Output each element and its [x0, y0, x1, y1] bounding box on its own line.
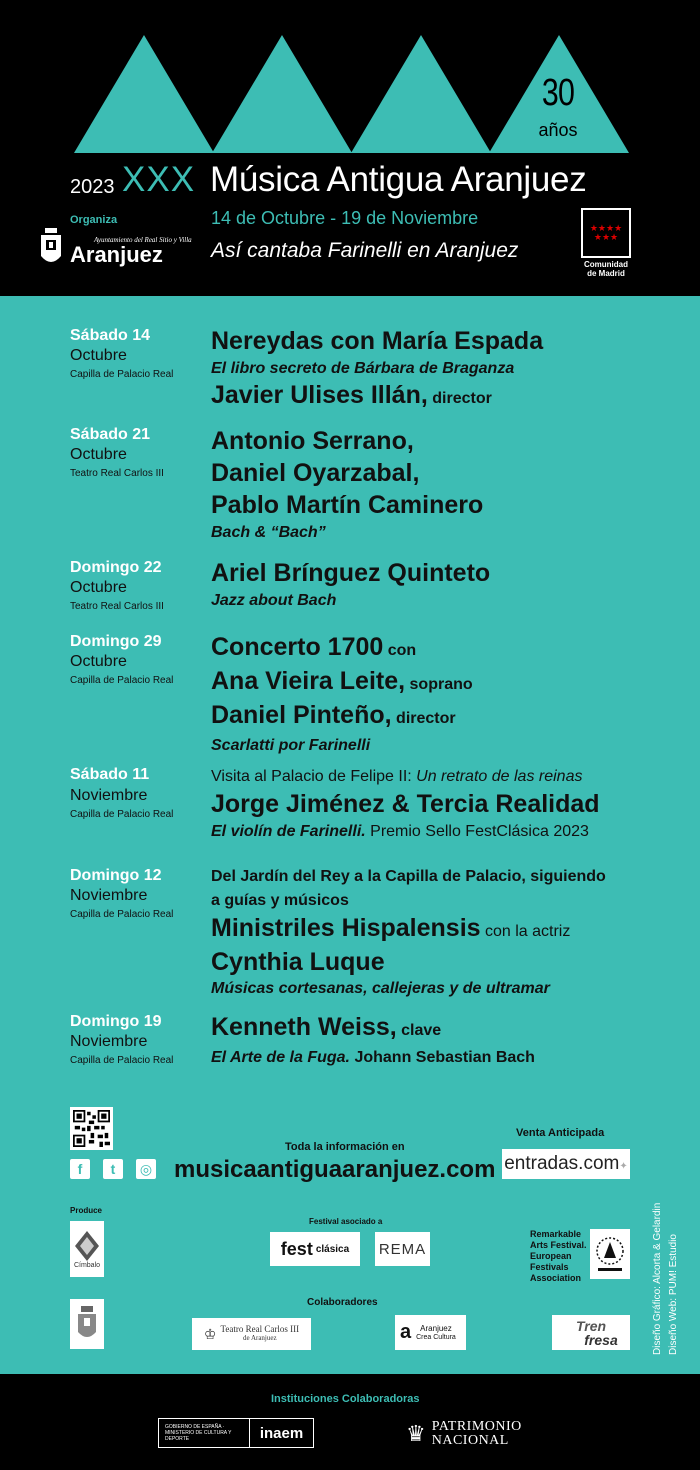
event-day: Domingo 12 [70, 867, 162, 884]
event-composer: Johann Sebastian Bach [350, 1049, 535, 1066]
organizer-emblem-logo [70, 1299, 104, 1349]
facebook-icon[interactable]: f [70, 1159, 90, 1179]
event-intro: a guías y músicos [211, 892, 349, 909]
festival-asociado-label: Festival asociado a [309, 1217, 383, 1226]
qr-code-icon [73, 1110, 110, 1147]
colaboradores-label: Colaboradores [307, 1297, 378, 1308]
patrimonio-nacional-logo [406, 1420, 522, 1448]
remarkable-line: Arts Festival. [530, 1240, 587, 1250]
event-performer: Daniel Oyarzabal, [211, 459, 420, 487]
teatro-sub-text: de Aranjuez [242, 1334, 277, 1342]
aranjuez-crea-sub: Crea Cultura [416, 1333, 456, 1341]
festival-dates: 14 de Octubre - 19 de Noviembre [211, 208, 479, 228]
remarkable-line: Remarkable [530, 1229, 582, 1239]
event-program: Jazz about Bach [211, 592, 337, 609]
ministerio-inaem-logo [158, 1418, 314, 1448]
event-month: Octubre [70, 347, 127, 364]
inaem-text: inaem [249, 1419, 313, 1447]
event-award: Premio Sello FestClásica 2023 [365, 823, 589, 840]
event-performer: Ariel Brínguez Quinteto [211, 559, 491, 587]
aranjuez-logo [38, 228, 192, 270]
event-month: Noviembre [70, 1033, 148, 1050]
event-program: El libro secreto de Bárbara de Braganza [211, 360, 515, 377]
aranjuez-crea-logo [395, 1315, 466, 1350]
triangle-decoration [351, 35, 491, 153]
event-program: Bach & “Bach” [211, 524, 326, 541]
event-day: Domingo 29 [70, 633, 162, 650]
event-performer: Concerto 1700 [211, 633, 384, 661]
event-month: Noviembre [70, 787, 148, 804]
event-performer: Cynthia Luque [211, 948, 385, 976]
madrid-logo-line1: Comunidad [584, 260, 628, 269]
festival-title: Música Antigua Aranjuez [210, 160, 587, 199]
event-performer: Kenneth Weiss, [211, 1013, 397, 1041]
comunidad-madrid-logo [581, 208, 631, 276]
event-day: Sábado 14 [70, 327, 151, 344]
event-venue: Capilla de Palacio Real [70, 675, 174, 686]
design-credit: Diseño Gráfico: Alcorta & Gelardin [652, 1202, 663, 1355]
event-venue: Teatro Real Carlos III [70, 601, 164, 612]
clasica-text: clásica [315, 1243, 350, 1255]
event-program: El violín de Farinelli. [211, 823, 366, 840]
remarkable-line: Association [530, 1273, 582, 1283]
crown-icon: ♔ [203, 1325, 217, 1342]
ministerio-text: GOBIERNO DE ESPAÑA · MINISTERIO DE CULTURA Y DEPORTE [165, 1424, 232, 1442]
event-performer: Pablo Martín Caminero [211, 491, 484, 519]
efa-emblem-icon [594, 1234, 626, 1274]
festival-edition: XXX [122, 160, 196, 199]
emblem-icon [75, 1304, 99, 1344]
teatro-text: Teatro Real Carlos III [220, 1324, 300, 1334]
aranjuez-crea-icon: a [400, 1321, 412, 1343]
event-venue: Capilla de Palacio Real [70, 809, 174, 820]
event-venue: Teatro Real Carlos III [70, 468, 164, 479]
efa-label-logo [590, 1229, 630, 1279]
remarkable-text [530, 1229, 587, 1284]
event-role: director [427, 390, 492, 407]
info-label: Toda la información en [285, 1141, 405, 1153]
event-role: director [391, 710, 456, 727]
event-program: El Arte de la Fuga. [211, 1049, 350, 1066]
produce-label: Produce [70, 1206, 103, 1215]
event-month: Octubre [70, 446, 127, 463]
website-link[interactable]: musicaantiguaaranjuez.com [174, 1156, 496, 1183]
teatro-real-logo [192, 1318, 311, 1350]
organizer-small-text: Ayuntamiento del Real Sitio y Villa [94, 236, 192, 244]
festival-year: 2023 [70, 176, 115, 198]
fresa-text: fresa [584, 1331, 618, 1348]
event-venue: Capilla de Palacio Real [70, 909, 174, 920]
event-performer: Javier Ulises Illán, [211, 381, 428, 409]
event-day: Sábado 21 [70, 426, 151, 443]
event-venue: Capilla de Palacio Real [70, 1055, 174, 1066]
stars-icon: ★★★★ ★★★ [589, 223, 623, 242]
tren-text: Tren [575, 1317, 607, 1334]
event-intro-italic: Un retrato de las reinas [416, 768, 583, 785]
instagram-icon[interactable]: ◎ [136, 1159, 156, 1179]
entradas-link[interactable] [502, 1149, 630, 1179]
aranjuez-crea-text: Aranjuez [420, 1323, 452, 1333]
patrimonio-line2: NACIONAL [431, 1433, 509, 1448]
event-program: Músicas cortesanas, callejeras y de ultramar [211, 980, 550, 997]
event-performer: Ana Vieira Leite, [211, 667, 406, 695]
cimbalo-text: Címbalo [73, 1261, 101, 1269]
tren-fresa-logo [552, 1315, 630, 1350]
institutions-title: Instituciones Colaboradoras [271, 1393, 420, 1405]
patrimonio-line1: PATRIMONIO [431, 1419, 522, 1434]
remarkable-line: European [530, 1251, 572, 1261]
rema-text: REMA [378, 1240, 427, 1258]
event-role: con [383, 642, 417, 659]
anniversary-word: años [538, 120, 578, 140]
anniversary-number: 30 [541, 72, 575, 114]
event-venue: Capilla de Palacio Real [70, 369, 174, 380]
institutions-band [0, 1374, 700, 1470]
event-role: soprano [405, 676, 473, 693]
event-month: Octubre [70, 579, 127, 596]
qr-code[interactable] [70, 1107, 113, 1150]
madrid-logo-line2: de Madrid [587, 269, 625, 278]
event-day: Domingo 19 [70, 1013, 162, 1030]
triangle-decoration [212, 35, 352, 153]
cimbalo-emblem-icon [74, 1230, 100, 1262]
triangle-decoration [74, 35, 214, 153]
event-program: Scarlatti por Farinelli [211, 737, 371, 754]
event-intro: Del Jardín del Rey a la Capilla de Palacio, siguiendo [211, 868, 606, 885]
fest-text: fest [280, 1238, 313, 1259]
event-role: clave [396, 1022, 442, 1039]
entradas-text: entradas.com [504, 1153, 620, 1174]
event-performer: Daniel Pinteño, [211, 701, 392, 729]
web-credit: Diseño Web: PUM! Estudio [668, 1234, 679, 1355]
cimbalo-logo [70, 1221, 104, 1277]
event-performer: Nereydas con María Espada [211, 327, 544, 355]
twitter-icon[interactable]: t [103, 1159, 123, 1179]
event-performer: Jorge Jiménez & Tercia Realidad [211, 790, 600, 818]
festival-subtitle: Así cantaba Farinelli en Aranjuez [211, 239, 519, 262]
event-day: Sábado 11 [70, 766, 150, 783]
rema-logo [375, 1232, 430, 1266]
crown-icon: ♛ [406, 1421, 426, 1446]
event-month: Octubre [70, 653, 127, 670]
organiza-label: Organiza [70, 214, 118, 226]
festclasica-logo [270, 1232, 360, 1266]
event-role: con la actriz [480, 923, 571, 940]
venta-label: Venta Anticipada [516, 1127, 605, 1139]
event-performer: Ministriles Hispalensis [211, 914, 481, 942]
remarkable-line: Festivals [530, 1262, 569, 1272]
header-band [0, 0, 700, 296]
event-day: Domingo 22 [70, 559, 162, 576]
coat-of-arms-icon [38, 228, 64, 268]
organizer-name: Aranjuez [70, 242, 163, 267]
event-intro: Visita al Palacio de Felipe II: [211, 768, 417, 785]
event-performer: Antonio Serrano, [211, 427, 414, 455]
sparkle-icon: ✦ [619, 1161, 628, 1172]
event-month: Noviembre [70, 887, 148, 904]
